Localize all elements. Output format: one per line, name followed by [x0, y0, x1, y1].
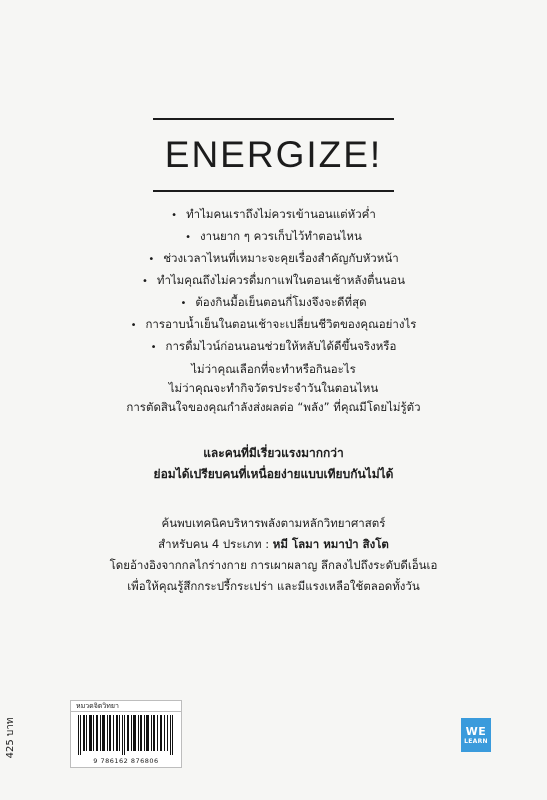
paragraph-line: โดยอ้างอิงจากกลไกร่างกาย การเผาผลาญ ลึกลงไปถึงระดับดีเอ็นเอ: [109, 558, 438, 572]
publisher-logo: WE LEARN: [461, 718, 491, 752]
category-label: หมวดจิตวิทยา: [71, 701, 181, 712]
paragraph-line: การตัดสินใจของคุณกำลังส่งผลต่อ “พลัง” ที่คุณมีโดยไม่รู้ตัว: [126, 400, 421, 414]
chronotype-names: หมี โลมา หมาป่า สิงโต: [272, 537, 389, 551]
isbn-number: 9 786162 876806: [93, 757, 159, 765]
paragraph-line: ไม่ว่าคุณเลือกที่จะทำหรือกินอะไร: [191, 362, 356, 376]
bullet-icon: •: [150, 342, 157, 353]
bullet-icon: •: [148, 254, 155, 265]
emphasis-paragraph: [0, 443, 547, 485]
description-paragraph: [0, 513, 547, 597]
bullet-icon: •: [141, 276, 148, 287]
list-item: • ช่วงเวลาไหนที่เหมาะจะคุยเรื่องสำคัญกับหัวหน้า: [148, 251, 399, 265]
bullet-icon: •: [180, 298, 187, 309]
paragraph-line: ไม่ว่าคุณจะทำกิจวัตรประจำวันในตอนไหน: [168, 381, 379, 395]
list-item: • การอาบน้ำเย็นในตอนเช้าจะเปลี่ยนชีวิตของคุณอย่างไร: [130, 317, 417, 331]
title-frame: [153, 118, 394, 192]
price-label: 425 บาท: [4, 717, 16, 759]
list-item: • การดื่มไวน์ก่อนนอนช่วยให้หลับได้ดีขึ้นจริงหรือ: [150, 339, 397, 353]
paragraph-line: เพื่อให้คุณรู้สึกกระปรี้กระเปร่า และมีแรงเหลือใช้ตลอดทั้งวัน: [127, 579, 420, 593]
list-item: • ต้องกินมื้อเย็นตอนกี่โมงจึงจะดีที่สุด: [180, 295, 367, 309]
paragraph-line: ค้นพบเทคนิคบริหารพลังตามหลักวิทยาศาสตร์: [161, 516, 386, 530]
list-item: • งานยาก ๆ ควรเก็บไว้ทำตอนไหน: [185, 229, 362, 243]
paragraph-line: และคนที่มีเรี่ยวแรงมากกว่า: [203, 446, 344, 460]
list-item: • ทำไมคนเราถึงไม่ควรเข้านอนแต่หัวค่ำ: [171, 207, 376, 221]
barcode-panel: [70, 700, 182, 768]
list-item: • ทำไมคุณถึงไม่ควรดื่มกาแฟในตอนเช้าหลังตื่นนอน: [141, 273, 406, 287]
intro-paragraph: [0, 360, 547, 417]
paragraph-line: ย่อมได้เปรียบคนที่เหนื่อยง่ายแบบเทียบกันไม่ได้: [153, 467, 394, 481]
bullet-icon: •: [130, 320, 137, 331]
paragraph-line: สำหรับคน 4 ประเภท : หมี โลมา หมาป่า สิงโต: [158, 537, 389, 551]
bullet-icon: •: [171, 210, 178, 221]
bullet-icon: •: [185, 232, 192, 243]
question-list: [0, 203, 547, 357]
barcode-icon: [78, 715, 174, 755]
book-title: ENERGIZE!: [164, 134, 383, 175]
